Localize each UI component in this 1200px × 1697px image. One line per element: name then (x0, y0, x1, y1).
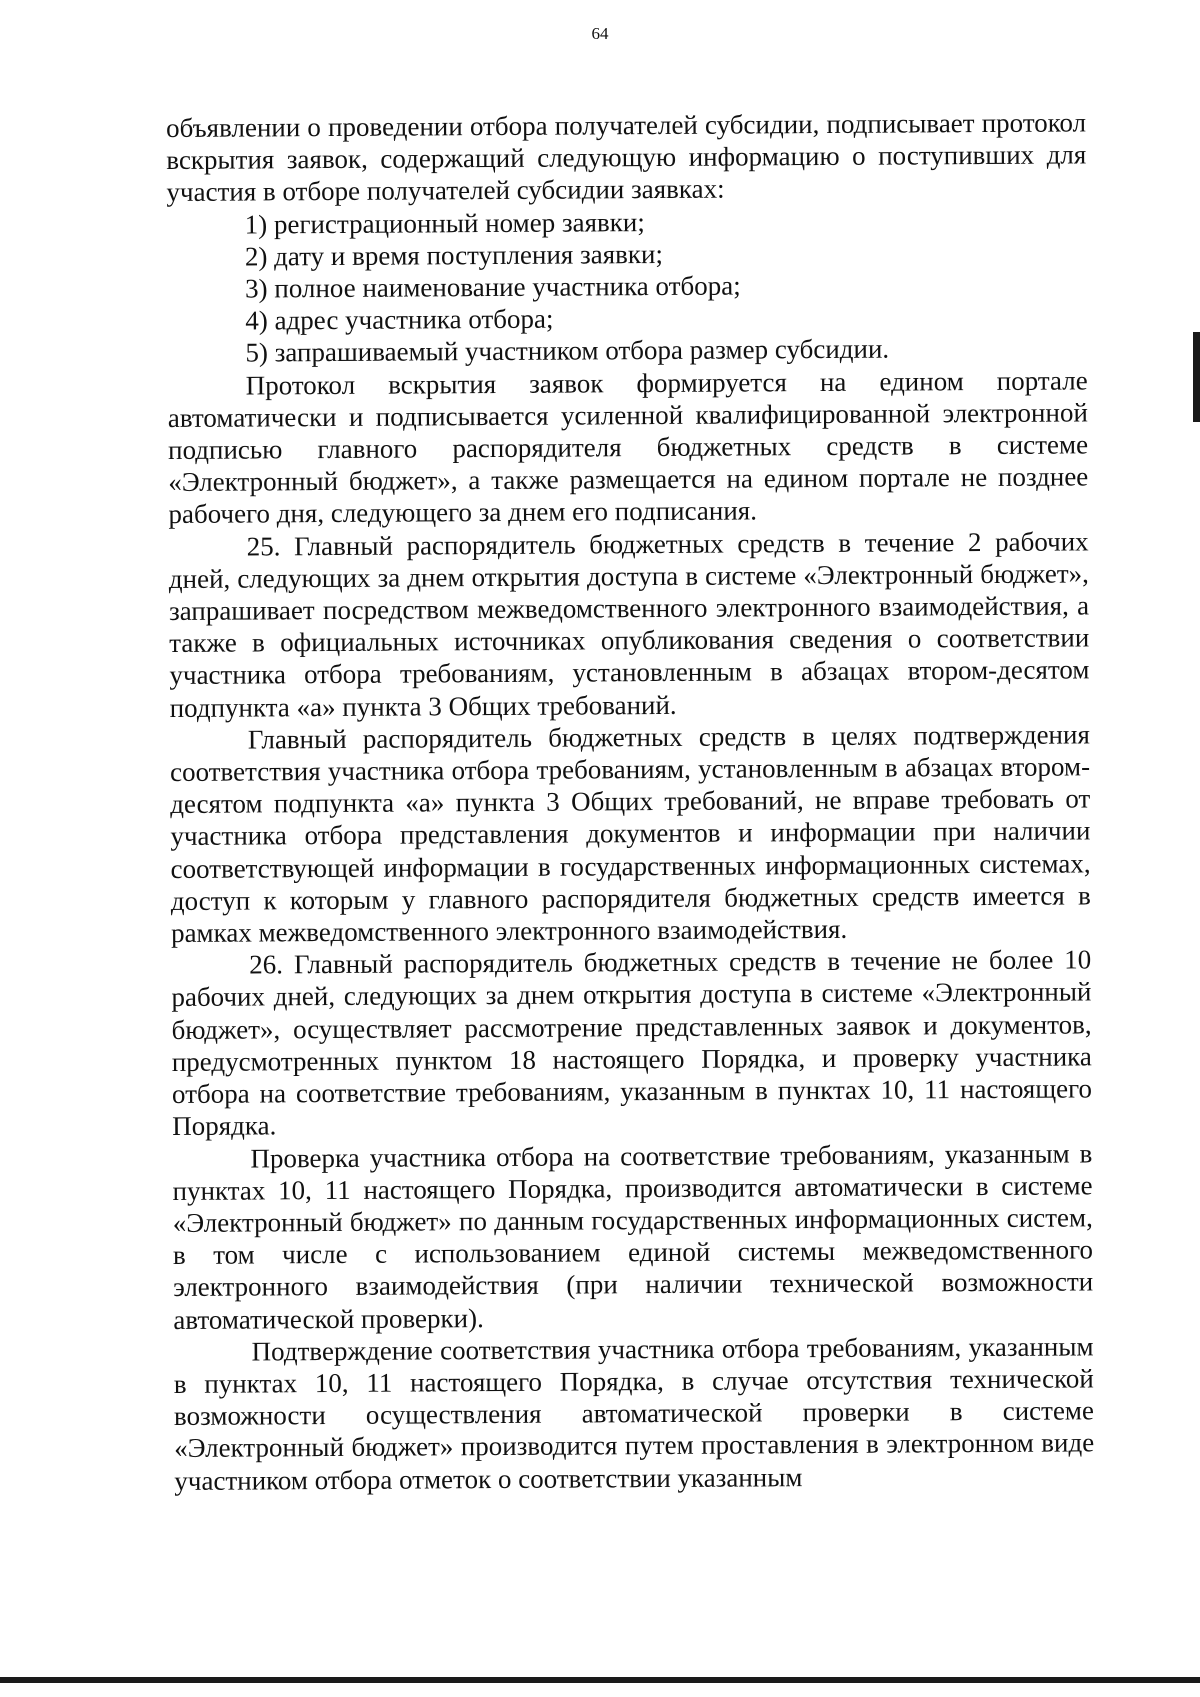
list-item: 1) регистрационный номер заявки; (244, 206, 645, 240)
list-item: 2) дату и время поступления заявки; (244, 238, 664, 272)
paragraph-protocol: Протокол вскрытия заявок формируется на едином портале автоматически и подписывается усиленной квалифицированной электронной подписью главного распорядителя бюджетных средств в системе «Электронный бюджет», а также размещается на едином портале не позднее рабочего дня, следующего за днем его подписания. (167, 365, 1089, 530)
paragraph-manual-confirmation: Подтверждение соответствия участника отбора требованиям, указанным в пунктах 10, 11 настоящего Порядка, в случае отсутствия технической возможности осуществления автоматической проверки в системе «Электронный бюджет» производится путем проставления в электронном виде участником отбора отметок о соответствии указанным (173, 1331, 1095, 1496)
document-body (166, 106, 1094, 1496)
paragraph-item-25: 25. Главный распорядитель бюджетных средств в течение 2 рабочих дней, следующих за днем открытия доступа в системе «Электронный бюджет», запрашивает посредством межведомственного электронного взаимодействия, а также в официальных источниках опубликования сведения о соответствии участника отбора требованиям, установленным в абзацах втором-десятом подпункта «а» пункта 3 Общих требований. (168, 526, 1090, 723)
paragraph-confirmation-rules: Главный распорядитель бюджетных средств в целях подтверждения соответствия участника отбора требованиям, установленным в абзацах втором-десятом подпункта «а» пункта 3 Общих требований, не вправе требовать от участника отбора представления документов и информации при наличии соответствующей информации в государственных информационных системах, доступ к которым у главного распорядителя бюджетных средств имеется в рамках межведомственного электронного взаимодействия. (169, 719, 1091, 949)
paragraph-automatic-check: Проверка участника отбора на соответствие требованиям, указанным в пунктах 10, 11 настоящего Порядка, производится автоматически в системе «Электронный бюджет» по данным государственных информационных систем, в том числе с использованием единой системы межведомственного электронного взаимодействия (при наличии технической возможности автоматической проверки). (172, 1137, 1094, 1335)
list-item: 3) полное наименование участника отбора; (244, 270, 741, 304)
scan-edge-mark (1193, 332, 1200, 422)
paragraph-item-26: 26. Главный распорядитель бюджетных средств в течение не более 10 рабочих дней, следующих за днем открытия доступа в системе «Электронный бюджет», осуществляет рассмотрение представленных заявок и документов, предусмотренных пунктом 18 настоящего Порядка, и проверку участника отбора на соответствие требованиям, указанным в пунктах 10, 11 настоящего Порядка. (171, 944, 1093, 1142)
page-number: 64 (591, 24, 609, 43)
list-item: 4) адрес участника отбора; (245, 303, 554, 336)
paragraph-intro: объявлении о проведении отбора получателей субсидии, подписывает протокол вскрытия заявок, содержащий следующую информацию о поступивших для участия в отборе получателей субсидии заявках: (166, 107, 1087, 208)
scan-bottom-margin (0, 1683, 1200, 1697)
list-item: 5) запрашиваемый участником отбора размер субсидии. (245, 334, 890, 368)
